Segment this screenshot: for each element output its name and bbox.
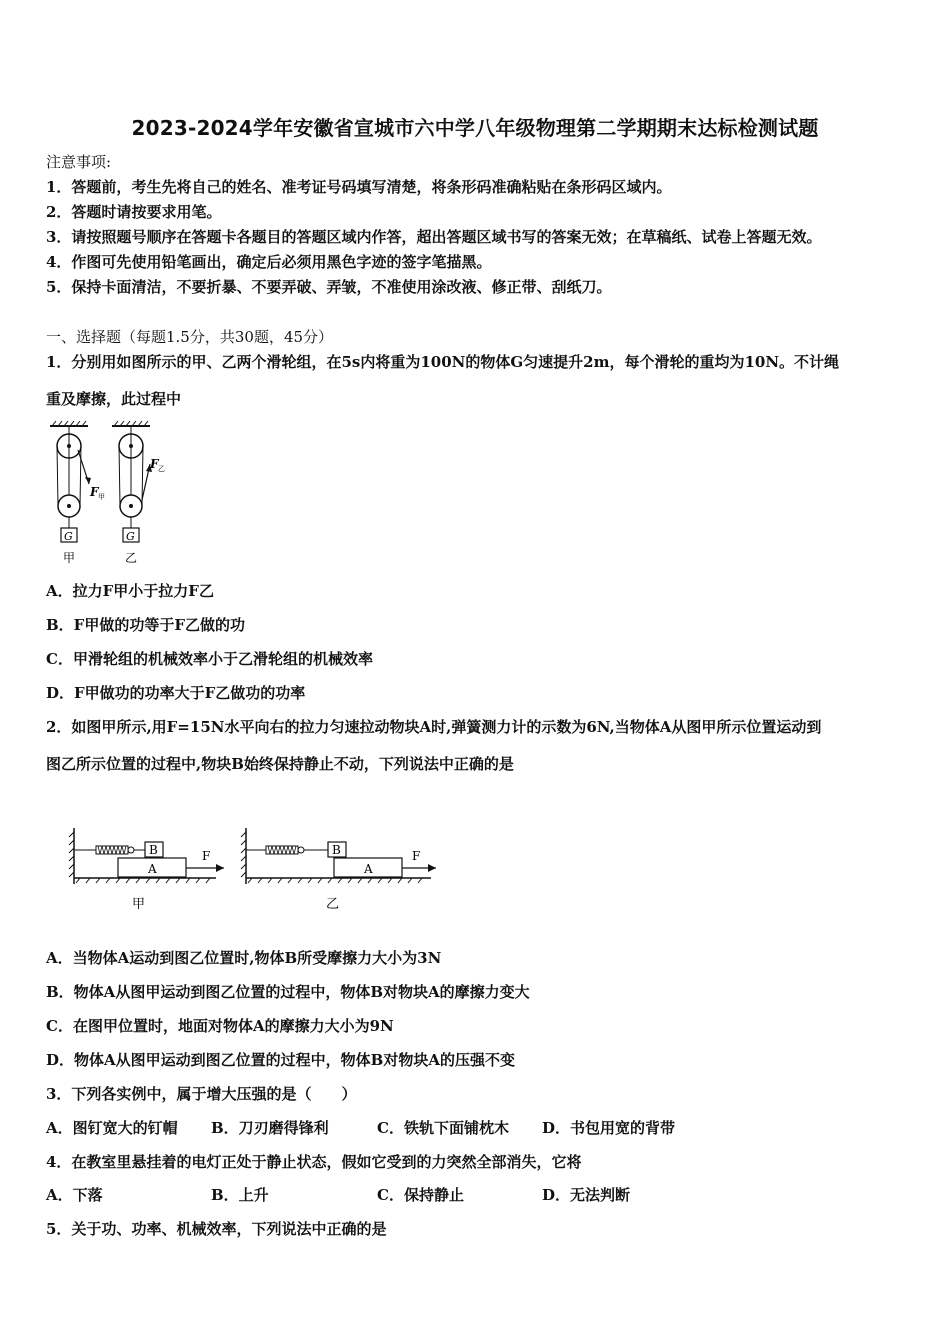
q2-friction-figure (66, 822, 446, 914)
q4-option-a: A．下落 (46, 1186, 103, 1204)
q1-option-d: D．F甲做功的功率大于F乙做功的功率 (46, 684, 306, 702)
q2-option-c: C．在图甲位置时，地面对物体A的摩擦力大小为9N (46, 1017, 394, 1035)
q3-stem: 3．下列各实例中，属于增大压强的是（ ） (46, 1085, 357, 1103)
q4-stem: 4．在教室里悬挂着的电灯正处于静止状态，假如它受到的力突然全部消失，它将 (46, 1153, 582, 1171)
q3-option-c: C．铁轨下面铺枕木 (377, 1119, 509, 1137)
force-f-left: F (202, 849, 211, 863)
notice-item-5: 5．保持卡面清洁，不要折暴、不要弄破、弄皱，不准使用涂改液、修正带、刮纸刀。 (46, 278, 612, 296)
q2-option-d: D．物体A从图甲运动到图乙位置的过程中，物体B对物块A的压强不变 (46, 1051, 515, 1069)
notice-item-1: 1．答题前，考生先将自己的姓名、准考证号码填写清楚，将条形码准确粘贴在条形码区域内。 (46, 178, 672, 196)
q2-option-b: B．物体A从图甲运动到图乙位置的过程中，物体B对物块A的摩擦力变大 (46, 983, 530, 1001)
weight-g-left: G (64, 530, 73, 543)
q1-stem-line2: 重及摩擦，此过程中 (46, 390, 182, 408)
q5-stem: 5．关于功、功率、机械效率，下列说法中正确的是 (46, 1220, 387, 1238)
section-heading: 一、选择题（每题1.5分，共30题，45分） (46, 328, 334, 346)
notice-item-2: 2．答题时请按要求用笔。 (46, 203, 222, 221)
f-right-label: F (150, 457, 159, 471)
q4-option-d: D．无法判断 (542, 1186, 631, 1204)
fig1-label-right: 乙 (125, 551, 138, 565)
block-b-left: B (149, 843, 158, 857)
q2-option-a: A．当物体A运动到图乙位置时,物体B所受摩擦力大小为3N (46, 949, 442, 967)
fig2-label-left: 甲 (132, 897, 146, 912)
page-title: 2023-2024学年安徽省宣城市六中学八年级物理第二学期期末达标检测试题 (131, 116, 819, 140)
force-f-right: F (412, 849, 421, 863)
q1-option-a: A．拉力F甲小于拉力F乙 (46, 582, 214, 600)
q3-option-a: A．图钉宽大的钉帽 (46, 1119, 178, 1137)
fig2-label-right: 乙 (326, 897, 340, 912)
q1-stem-line1: 1．分别用如图所示的甲、乙两个滑轮组，在5s内将重为100N的物体G匀速提升2m，每个滑轮的重均为10N。不计绳 (46, 353, 840, 371)
pulley-system-right (112, 421, 165, 565)
q3-option-b: B．刀刃磨得锋利 (211, 1119, 329, 1137)
q1-option-b: B．F甲做的功等于F乙做的功 (46, 616, 245, 634)
q4-option-c: C．保持静止 (377, 1186, 464, 1204)
f-left-label: F (90, 485, 99, 499)
q3-option-d: D．书包用宽的背带 (542, 1119, 676, 1137)
f-right-sub: 乙 (158, 465, 165, 473)
pulley-system-left (50, 421, 105, 565)
block-b-right: B (332, 843, 341, 857)
block-a-left: A (148, 862, 157, 876)
q2-stem-line1: 2．如图甲所示,用F=15N水平向右的拉力匀速拉动物块A时,弹簧测力计的示数为6N,当物体A从图甲所示位置运动到 (46, 718, 822, 736)
q1-pulley-figure (40, 420, 190, 568)
q4-option-b: B．上升 (211, 1186, 269, 1204)
f-left-sub: 甲 (98, 493, 105, 501)
fig1-label-left: 甲 (63, 551, 76, 565)
block-a-right: A (364, 862, 373, 876)
notice-heading: 注意事项: (46, 153, 112, 171)
weight-g-right: G (126, 530, 135, 543)
notice-item-3: 3．请按照题号顺序在答题卡各题目的答题区域内作答，超出答题区域书写的答案无效；在草稿纸、试卷上答题无效。 (46, 228, 822, 246)
notice-item-4: 4．作图可先使用铅笔画出，确定后必须用黑色字迹的签字笔描黑。 (46, 253, 492, 271)
q2-stem-line2: 图乙所示位置的过程中,物块B始终保持静止不动，下列说法中正确的是 (46, 755, 514, 773)
q1-option-c: C．甲滑轮组的机械效率小于乙滑轮组的机械效率 (46, 650, 373, 668)
setup-right (241, 828, 436, 912)
setup-left (69, 828, 224, 912)
